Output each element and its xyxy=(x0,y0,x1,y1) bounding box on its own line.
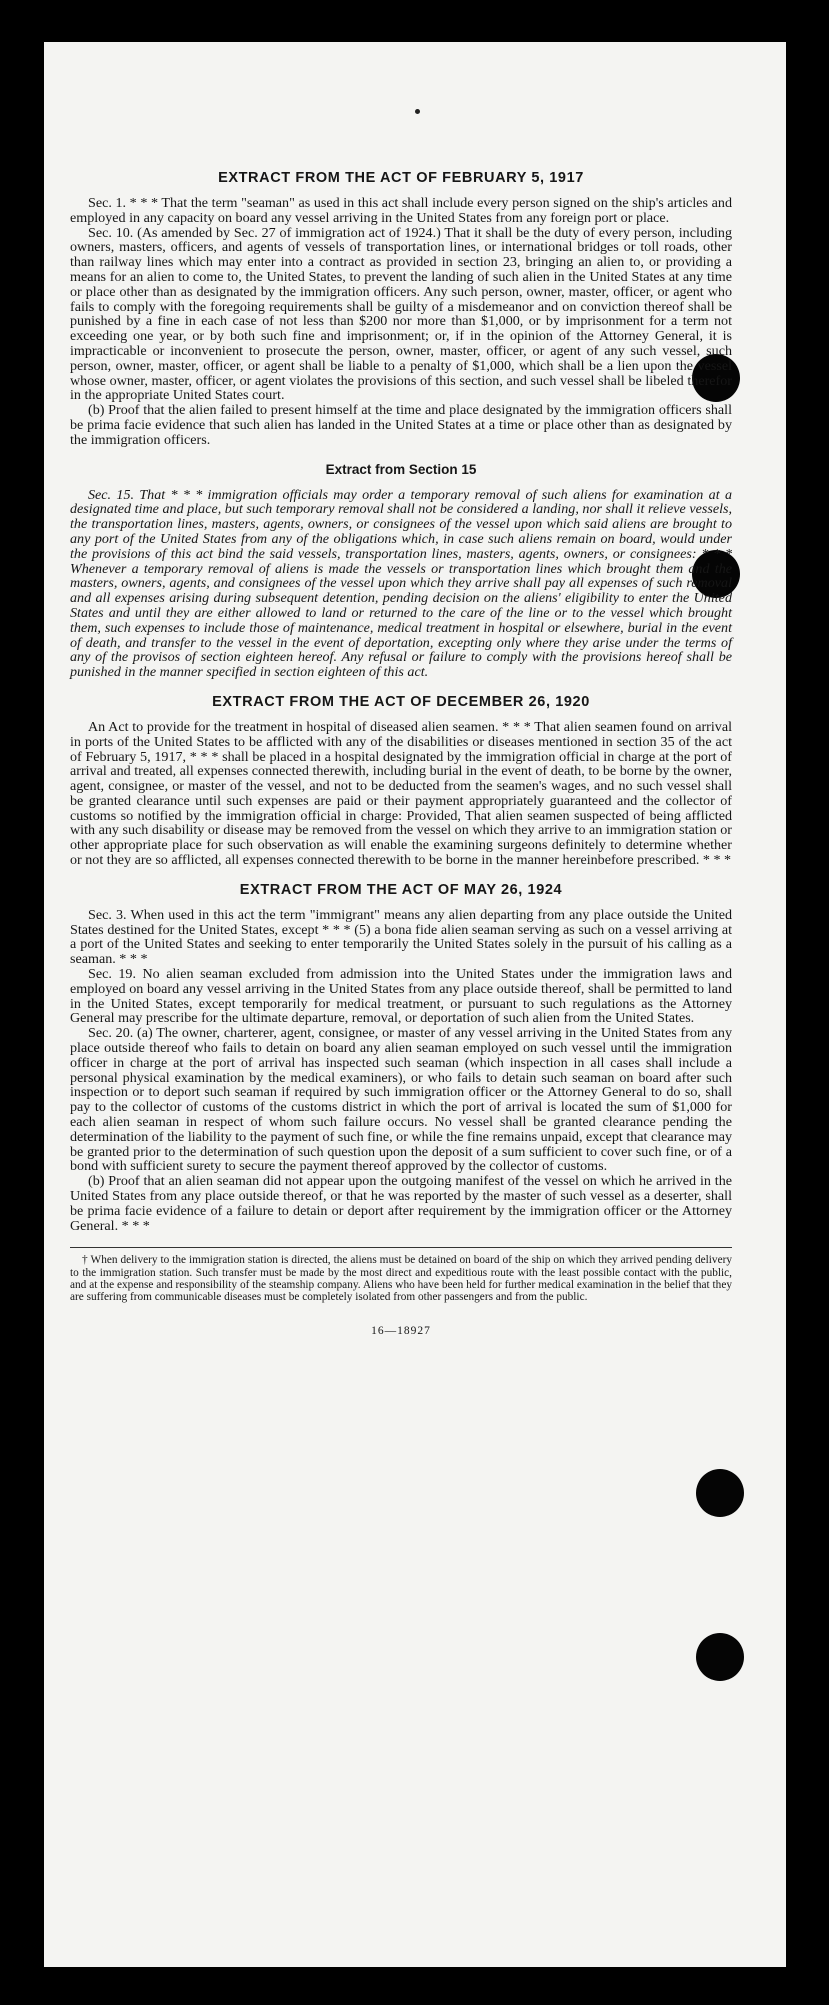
heading-act-1920: EXTRACT FROM THE ACT OF DECEMBER 26, 1920 xyxy=(212,693,590,710)
top-dot-mark xyxy=(415,109,420,114)
punch-hole xyxy=(696,1633,744,1681)
section-15-paragraph: Sec. 15. That * * * immigration officials may order a temporary removal of such aliens for examination at a designated time and place, but such temporary removal shall not be considered a landing, nor shall it relieve vessels, the transportation lines, masters, agents, owners, or consignees of the vessel upon which said aliens are brought to any port of the United States from any of the obligations which, in case such aliens remain on board, would under the provisions of this act bind the said vessels, transportation lines, masters, agents, owners, or consignees: * * * Whenever a temporary removal of aliens is made the vessels or transportation lines which brought them and the masters, owners, agents, and consignees of the vessel upon which they arrive shall pay all expenses of such removal and all expenses arising during subsequent detention, pending decision on the aliens' eligibility to enter the United States and until they are either allowed to land or returned to the care of the line or to the vessel which brought them, such expenses to include those of maintenance, medical treatment in hospital or elsewhere, burial in the event of death, and transfer to the vessel in the event of deportation, excepting only where they arise under the terms of any of the provisos of section eighteen hereof. Any refusal or failure to comply with the provisions hereof shall be punished in the manner specified in section eighteen of this act. xyxy=(70,486,732,681)
section-3-paragraph: Sec. 3. When used in this act the term "immigrant" means any alien departing from any place outside the United States destined for the United States, except * * * (5) a bona fide alien seaman serving as such on a vessel arriving at a port of the United States and seeking to enter temporarily the United States solely in the pursuit of his calling as a seaman. * * * xyxy=(70,906,732,968)
footnote: † When delivery to the immigration station is directed, the aliens must be detained on board of the ship on which they arrived pending delivery to the immigration station. Such transfer must be made by the most direct and expeditious route with the least possible contact with the public, and at the expense and responsibility of the steamship company. Aliens who have been held for further medical examination in the belief that they are suffering from communicable diseases must be completely isolated from other passengers and from the public. xyxy=(70,1254,732,1304)
print-code: 16—18927 xyxy=(371,1324,431,1337)
section-10b-paragraph: (b) Proof that the alien failed to present himself at the time and place designated by the immigration officers shall be prima facie evidence that such alien has landed in the United States at a time or place other than as designated by the immigration officers. xyxy=(70,402,732,448)
section-10-paragraph: Sec. 10. (As amended by Sec. 27 of immigration act of 1924.) That it shall be the duty of every person, including owners, masters, officers, and agents of vessels of transportation lines, or international bridges or toll roads, other than railway lines which may enter into a contract as provided in section 23, bringing an alien to, or providing a means for an alien to come to, the United States, to prevent the landing of such alien in the United States at any time or place other than as designated by the immigration officers. Any such person, owner, master, officer, or agent who fails to comply with the foregoing requirements shall be guilty of a misdemeanor and on conviction thereof shall be punished by a fine in each case of not less than $200 nor more than $1,000, or by imprisonment for a term not exceeding one year, or by both such fine and imprisonment; or, if in the opinion of the Attorney General, it is impracticable or inconvenient to prosecute the person, owner, master, officer, or agent of any such vessel, such person, owner, master, officer, or agent shall be liable to a penalty of $1,000, which shall be a lien upon the vessel whose owner, master, officer, or agent violates the provisions of this section, and such vessel shall be libeled therefor in the appropriate United States court. xyxy=(70,224,732,404)
document-body xyxy=(70,170,732,1338)
punch-hole xyxy=(696,1469,744,1517)
heading-act-1924: EXTRACT FROM THE ACT OF MAY 26, 1924 xyxy=(239,881,563,898)
section-19-paragraph: Sec. 19. No alien seaman excluded from admission into the United States under the immigration laws and employed on board any vessel arriving in the United States from any place outside thereof, shall be permitted to land in the United States, except temporarily for medical treatment, or pursuant to such regulations as the Attorney General may prescribe for the ultimate departure, removal, or deportation of such alien from the United States. xyxy=(70,966,732,1027)
section-20-paragraph: Sec. 20. (a) The owner, charterer, agent, consignee, or master of any vessel arriving in the United States from any place outside thereof who fails to detain on board any alien seaman employed on such vessel until the immigration officer in charge at the port of arrival has inspected such seaman (which inspection in all cases shall include a personal physical examination by the medical examiners), or who fails to detain such seaman on board after such inspection or to deport such seaman if required by such immigration officer or the Attorney General to do so, shall pay to the collector of customs of the customs district in which the port of arrival is located the sum of $1,000 for each alien seaman in respect of whom such failure occurs. No vessel shall be granted clearance pending the determination of the liability to the payment of such fine, or while the fine remains unpaid, except that clearance may be granted prior to the determination of such question upon the deposit of a sum sufficient to cover such fine, or of a bond with sufficient surety to secure the payment thereof approved by the collector of customs. xyxy=(70,1025,732,1175)
footnote-divider xyxy=(70,1247,732,1248)
heading-section-15: Extract from Section 15 xyxy=(325,461,477,477)
act-1920-paragraph: An Act to provide for the treatment in hospital of diseased alien seamen. * * * That alien seamen found on arrival in ports of the United States to be afflicted with any of the disabilities or diseases mentioned in section 35 of the act of February 5, 1917, * * * shall be placed in a hospital designated by the immigration official in charge at the port of arrival and treated, all expenses connected therewith, including burial in the event of death, to be borne by the owner, agent, consignee, or master of the vessel, and not to be deducted from the seamen's wages, and no such vessel shall be granted clearance until such expenses are paid or their payment appropriately guaranteed and the collector of customs so notified by the immigration official in charge: Provided, That alien seamen suspected of being afflicted with any such disability or disease may be removed from the vessel on which they arrive to an immigration station or other appropriate place for such observation as will enable the examining surgeons definitely to determine whether or not they are so afflicted, all expenses connected therewith to be borne in the manner hereinbefore prescribed. * * * xyxy=(70,718,732,869)
section-20b-paragraph: (b) Proof that an alien seaman did not appear upon the outgoing manifest of the vessel on which he arrived in the United States from any place outside thereof, or that he was reported by the master of such vessel as a deserter, shall be prima facie evidence of a failure to detain or deport after requirement by the immigration officer or the Attorney General. * * * xyxy=(70,1173,732,1234)
section-1-paragraph: Sec. 1. * * * That the term "seaman" as used in this act shall include every person signed on the ship's articles and employed in any capacity on board any vessel arriving in the United States from any foreign port or place. xyxy=(70,195,732,226)
heading-act-1917: EXTRACT FROM THE ACT OF FEBRUARY 5, 1917 xyxy=(218,170,584,186)
